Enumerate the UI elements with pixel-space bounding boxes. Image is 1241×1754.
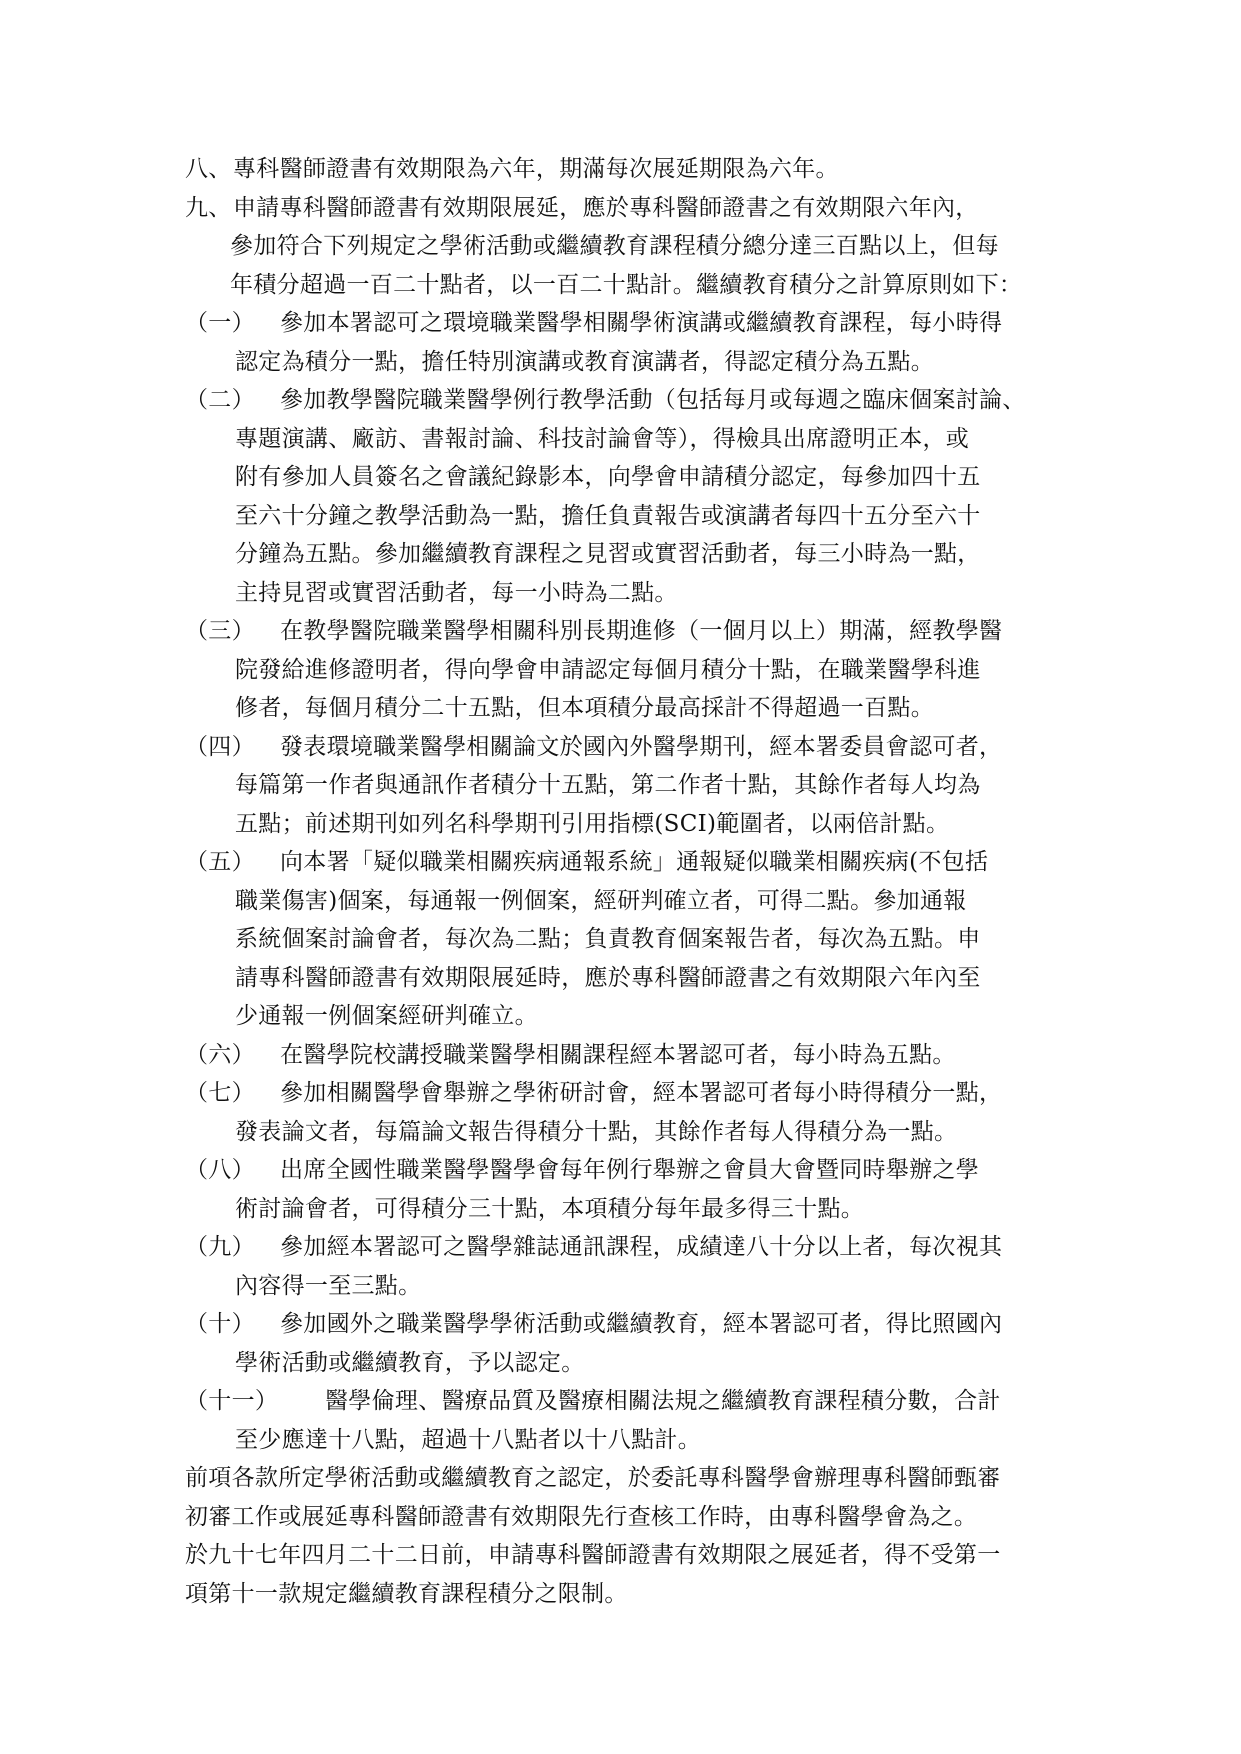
item-5-line-5: 少通報一例個案經研判確立。 <box>235 1003 538 1029</box>
item-8-marker: （八） <box>185 1157 255 1183</box>
item-10-marker: （十） <box>185 1311 255 1337</box>
article-9-line-2: 參加符合下列規定之學術活動或繼續教育課程積分總分達三百點以上，但每 <box>230 233 999 259</box>
item-7-text-1: 參加相關醫學會舉辦之學術研討會，經本署認可者每小時得積分一點， <box>280 1080 1003 1106</box>
item-2-line-1 <box>185 381 1070 420</box>
item-4-marker: （四） <box>185 733 255 760</box>
item-2-line-3: 附有參加人員簽名之會議紀錄影本，向學會申請積分認定，每參加四十五 <box>235 464 981 490</box>
item-5-line-4: 請專科醫師證書有效期限展延時，應於專科醫師證書之有效期限六年內至 <box>235 964 981 991</box>
item-1-marker: （一） <box>185 310 255 336</box>
closing-line-2: 初審工作或展延專科醫師證書有效期限先行查核工作時，由專科醫學會為之。 <box>185 1503 978 1530</box>
item-1-text-1: 參加本署認可之環境職業醫學相關學術演講或繼續教育課程，每小時得 <box>280 310 1003 336</box>
item-9-text-1: 參加經本署認可之醫學雜誌通訊課程，成績達八十分以上者，每次視其 <box>280 1234 1003 1260</box>
item-8-text-1: 出席全國性職業醫學醫學會每年例行舉辦之會員大會暨同時舉辦之學 <box>280 1157 979 1183</box>
item-8-line-2: 術討論會者，可得積分三十點，本項積分每年最多得三十點。 <box>235 1195 865 1222</box>
item-3-line-3: 修者，每個月積分二十五點，但本項積分最高採計不得超過一百點。 <box>235 695 934 721</box>
item-3-text-1: 在教學醫院職業醫學相關科別長期進修（一個月以上）期滿，經教學醫 <box>280 618 1003 644</box>
item-9-marker: （九） <box>185 1234 255 1260</box>
item-5-line-3: 系統個案討論會者，每次為二點；負責教育個案報告者，每次為五點。申 <box>235 926 981 952</box>
closing-line-1: 前項各款所定學術活動或繼續教育之認定，於委託專科醫學會辦理專科醫師甄審 <box>185 1465 1001 1491</box>
item-2-text-1: 參加教學醫院職業醫學例行教學活動（包括每月或每週之臨床個案討論、 <box>280 387 1026 413</box>
item-11-marker: （十一） <box>185 1388 279 1414</box>
item-8-line-1 <box>185 1151 1070 1190</box>
item-6-text-1: 在醫學院校講授職業醫學相關課程經本署認可者，每小時為五點。 <box>280 1041 956 1068</box>
item-3-marker: （三） <box>185 618 255 644</box>
item-1-line-1 <box>185 304 1070 343</box>
article-9-marker: 九、 <box>185 194 232 221</box>
item-11-text-1: 醫學倫理、醫療品質及醫療相關法規之繼續教育課程積分數，合計 <box>325 1388 1001 1414</box>
regulation-text <box>185 150 1070 1613</box>
article-8-marker: 八、 <box>185 156 232 182</box>
item-11-line-2: 至少應達十八點，超過十八點者以十八點計。 <box>235 1426 701 1453</box>
item-2-line-6: 主持見習或實習活動者，每一小時為二點。 <box>235 579 678 606</box>
closing-line-3: 於九十七年四月二十二日前，申請專科醫師證書有效期限之展延者，得不受第一 <box>185 1542 1001 1568</box>
item-7-line-1 <box>185 1074 1070 1113</box>
closing-line-4: 項第十一款規定繼續教育課程積分之限制。 <box>185 1580 628 1607</box>
item-4-line-2: 每篇第一作者與通訊作者積分十五點，第二作者十點，其餘作者每人均為 <box>235 772 981 798</box>
item-5-text-1: 向本署「疑似職業相關疾病通報系統」通報疑似職業相關疾病(不包括 <box>280 849 989 875</box>
item-2-line-5: 分鐘為五點。參加繼續教育課程之見習或實習活動者，每三小時為一點， <box>235 541 981 567</box>
item-5-marker: （五） <box>185 849 255 875</box>
item-3-line-2: 院發給進修證明者，得向學會申請認定每個月積分十點，在職業醫學科進 <box>235 656 981 683</box>
item-10-line-1 <box>185 1305 1070 1344</box>
item-3-line-1 <box>185 612 1070 651</box>
item-1-line-2: 認定為積分一點，擔任特別演講或教育演講者，得認定積分為五點。 <box>235 348 934 375</box>
article-8 <box>185 150 1070 189</box>
item-9-line-1 <box>185 1228 1070 1267</box>
item-10-line-2: 學術活動或繼續教育，予以認定。 <box>235 1349 585 1376</box>
item-4-text-1: 發表環境職業醫學相關論文於國內外醫學期刊，經本署委員會認可者， <box>280 733 1003 760</box>
item-5-line-1 <box>185 843 1070 882</box>
item-4-line-3: 五點；前述期刊如列名科學期刊引用指標(SCI)範圍者，以兩倍計點。 <box>235 810 950 837</box>
item-6-line-1 <box>185 1036 1070 1075</box>
item-7-line-2: 發表論文者，每篇論文報告得積分十點，其餘作者每人得積分為一點。 <box>235 1118 958 1145</box>
item-6-marker: （六） <box>185 1041 255 1068</box>
article-9-text-1: 申請專科醫師證書有效期限展延，應於專科醫師證書之有效期限六年內， <box>233 194 979 221</box>
item-11-line-1 <box>185 1382 1070 1421</box>
item-9-line-2: 內容得一至三點。 <box>235 1272 422 1299</box>
item-5-line-2: 職業傷害)個案，每通報一例個案，經研判確立者，可得二點。參加通報 <box>235 887 967 914</box>
item-2-marker: （二） <box>185 387 255 413</box>
item-7-marker: （七） <box>185 1080 255 1106</box>
item-4-line-1 <box>185 728 1070 767</box>
article-9-line-3: 年積分超過一百二十點者，以一百二十點計。繼續教育積分之計算原則如下： <box>230 271 1023 298</box>
article-8-text: 專科醫師證書有效期限為六年，期滿每次展延期限為六年。 <box>233 156 839 182</box>
item-10-text-1: 參加國外之職業醫學學術活動或繼續教育，經本署認可者，得比照國內 <box>280 1311 1003 1337</box>
article-9-line-1 <box>185 189 1070 228</box>
item-2-line-2: 專題演講、廠訪、書報討論、科技討論會等），得檢具出席證明正本，或 <box>235 425 970 452</box>
item-2-line-4: 至六十分鐘之教學活動為一點，擔任負責報告或演講者每四十五分至六十 <box>235 502 981 529</box>
